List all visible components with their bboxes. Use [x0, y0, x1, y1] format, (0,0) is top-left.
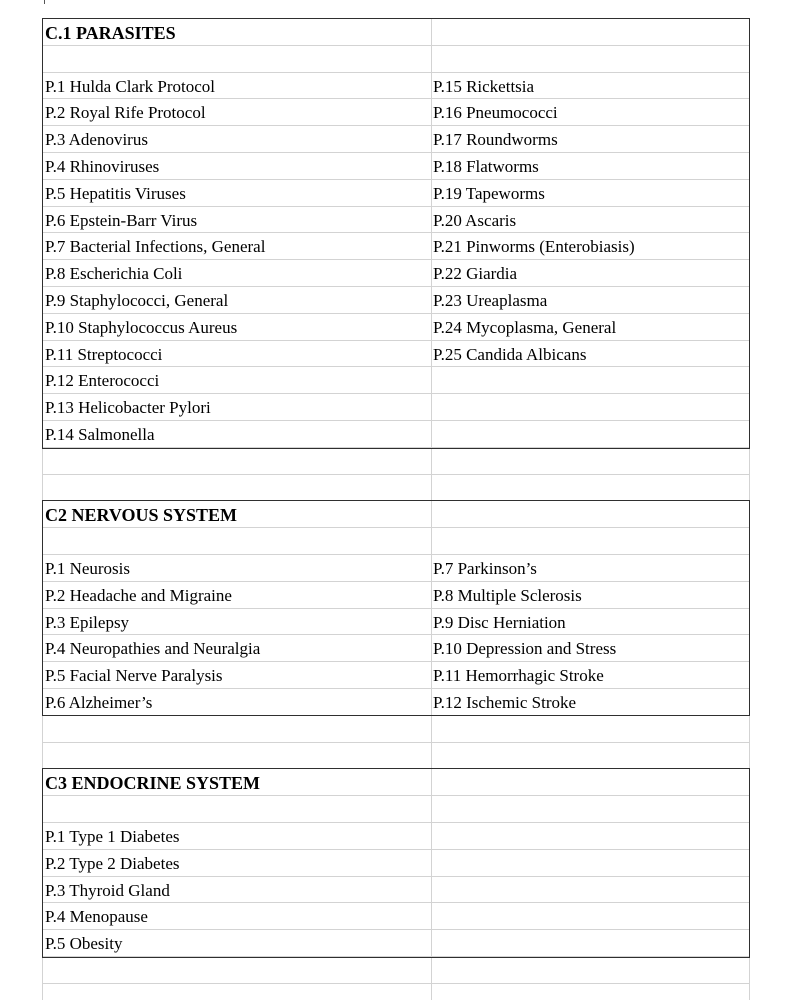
grid-row-line — [42, 474, 749, 475]
list-item: P.5 Obesity — [45, 934, 123, 953]
list-item: P.10 Staphylococcus Aureus — [45, 318, 238, 337]
list-item: P.23 Ureaplasma — [433, 291, 548, 310]
section-divider — [431, 501, 432, 715]
list-item: P.12 Ischemic Stroke — [433, 693, 577, 712]
section-divider — [431, 19, 432, 448]
list-item: P.7 Parkinson’s — [433, 559, 537, 578]
list-item: P.20 Ascaris — [433, 211, 517, 230]
list-item: P.6 Alzheimer’s — [45, 693, 153, 712]
list-item: P.12 Enterococci — [45, 371, 160, 390]
list-item: P.13 Helicobacter Pylori — [45, 398, 211, 417]
list-item: P.25 Candida Albicans — [433, 345, 587, 364]
list-item: P.24 Mycoplasma, General — [433, 318, 617, 337]
grid-row-line — [42, 742, 749, 743]
list-item: P.18 Flatworms — [433, 157, 539, 176]
list-item: P.16 Pneumococci — [433, 103, 558, 122]
list-item: P.5 Facial Nerve Paralysis — [45, 666, 223, 685]
list-item: P.7 Bacterial Infections, General — [45, 237, 266, 256]
section-title: C3 ENDOCRINE SYSTEM — [45, 773, 261, 793]
list-item: P.6 Epstein-Barr Virus — [45, 211, 198, 230]
list-item: P.8 Escherichia Coli — [45, 264, 183, 283]
list-item: P.3 Adenovirus — [45, 130, 148, 149]
list-item: P.17 Roundworms — [433, 130, 558, 149]
list-item: P.1 Type 1 Diabetes — [45, 827, 180, 846]
list-item: P.21 Pinworms (Enterobiasis) — [433, 237, 635, 256]
section-divider — [431, 769, 432, 957]
list-item: P.15 Rickettsia — [433, 77, 535, 96]
list-item: P.11 Hemorrhagic Stroke — [433, 666, 604, 685]
list-item: P.3 Thyroid Gland — [45, 881, 170, 900]
list-item: P.9 Disc Herniation — [433, 613, 566, 632]
list-item: P.3 Epilepsy — [45, 613, 130, 632]
list-item: P.5 Hepatitis Viruses — [45, 184, 186, 203]
list-item: P.10 Depression and Stress — [433, 639, 617, 658]
list-item: P.19 Tapeworms — [433, 184, 545, 203]
list-item: P.1 Hulda Clark Protocol — [45, 77, 215, 96]
list-item: P.2 Royal Rife Protocol — [45, 103, 206, 122]
list-item: P.2 Type 2 Diabetes — [45, 854, 180, 873]
list-item: P.4 Menopause — [45, 907, 148, 926]
grid-row-line — [42, 983, 749, 984]
list-item: P.11 Streptococci — [45, 345, 163, 364]
list-item: P.4 Neuropathies and Neuralgia — [45, 639, 261, 658]
section-title: C.1 PARASITES — [45, 23, 176, 43]
list-item: P.14 Salmonella — [45, 425, 155, 444]
list-item: P.2 Headache and Migraine — [45, 586, 232, 605]
list-item: P.8 Multiple Sclerosis — [433, 586, 582, 605]
list-item: P.4 Rhinoviruses — [45, 157, 160, 176]
cursor-mark — [44, 0, 45, 4]
list-item: P.1 Neurosis — [45, 559, 131, 578]
list-item: P.9 Staphylococci, General — [45, 291, 229, 310]
section-title: C2 NERVOUS SYSTEM — [45, 505, 238, 525]
list-item: P.22 Giardia — [433, 264, 518, 283]
